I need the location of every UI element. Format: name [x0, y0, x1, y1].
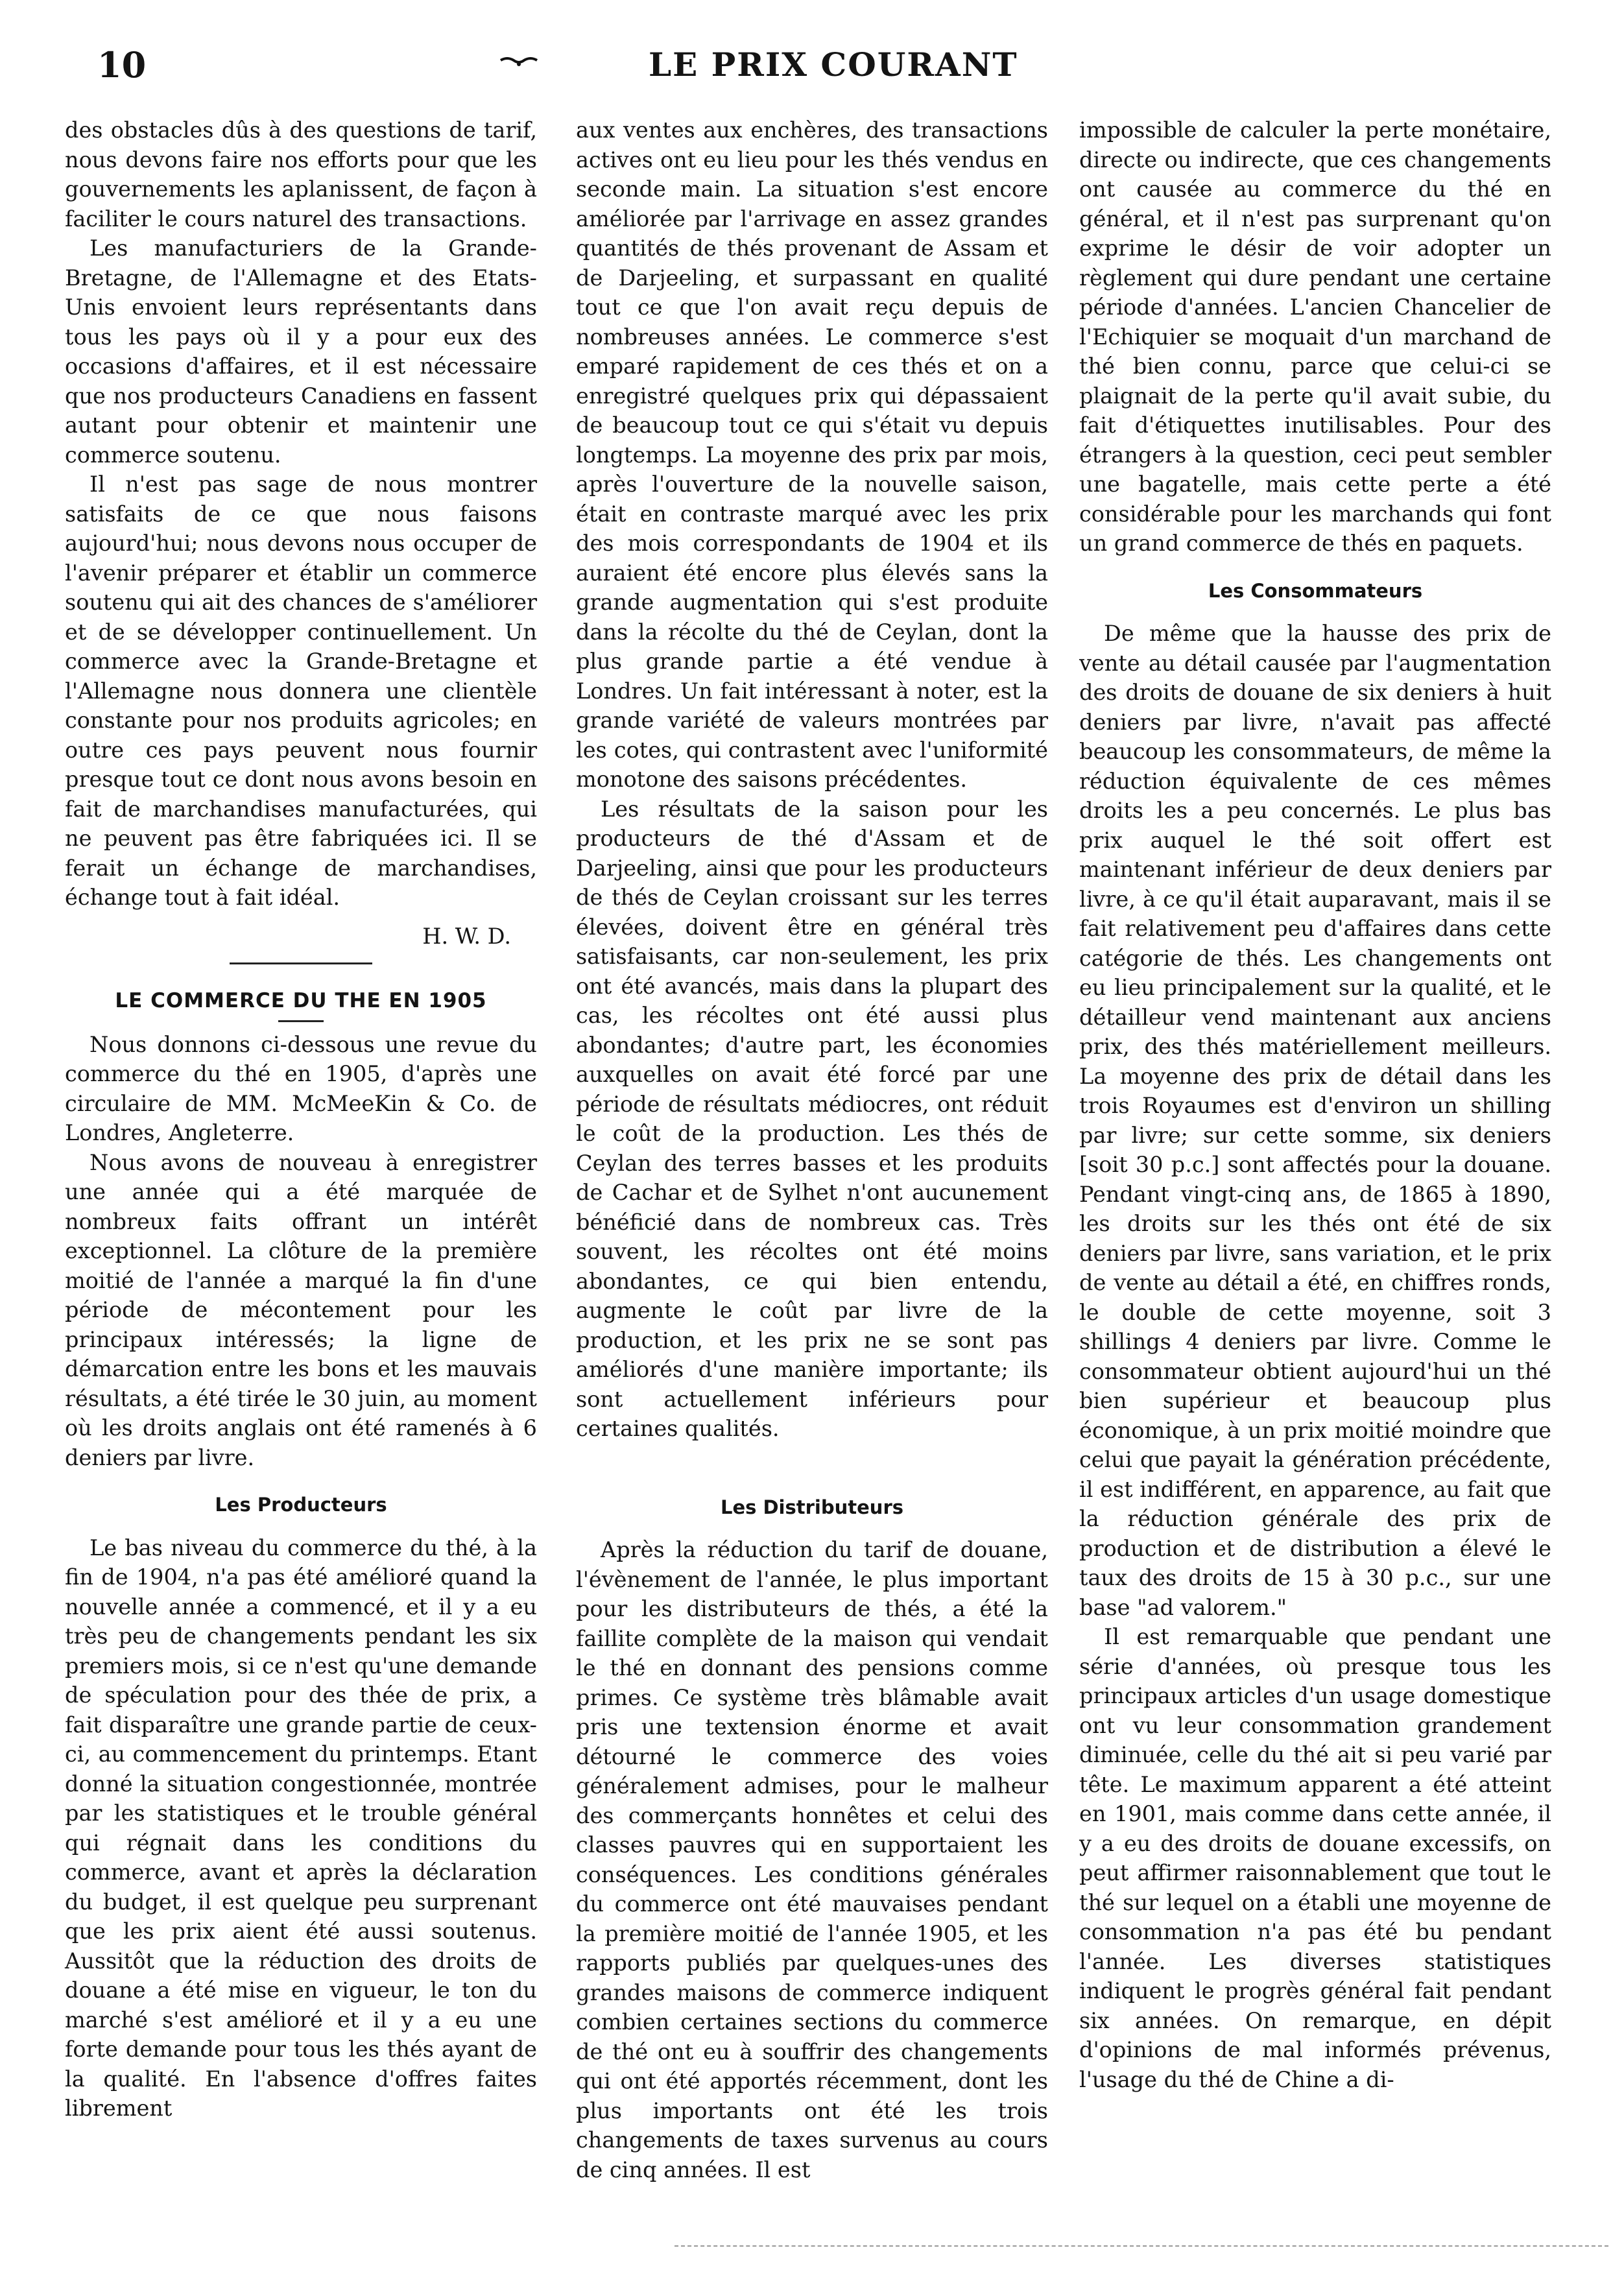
page-header — [0, 0, 1624, 104]
paragraph: aux ventes aux enchères, des transactions actives ont eu lieu pour les thés vendus en seconde main. La situation s'est encore améliorée par l'arrivage en assez grandes quantités de thés provenant de Assam et de Darjeeling, et surpassant en qualité tout ce que l'on avait reçu depuis de nombreuses années. Le commerce s'est emparé rapidement de ces thés et on a enregistré quelques prix qui dépassaient de beaucoup tout ce qui s'était vu depuis longtemps. La moyenne des prix par mois, après l'ouverture de la nouvelle saison, était en contraste marqué avec les prix des mois correspondants de 1904 et ils auraient été encore plus élevés sans la grande augmentation qui s'est produite dans la récolte du thé de Ceylan, dont la plus grande partie a été vendue à Londres. Un fait intéressant à noter, est la grande variété de valeurs montrées par les cotes, qui contrastent avec l'uniformité monotone des saisons précédentes. — [576, 117, 1048, 792]
paragraph: Nous avons de nouveau à enregistrer une année qui a été marquée de nombreux faits offrant un intérêt exceptionnel. La clôture de la première moitié de l'année a marqué la fin d'une période de mécontement pour les principaux intéressés; la ligne de démarcation entre les bons et les mauvais résultats, a été tirée le 30 juin, au moment où les droits anglais ont été ramenés à 6 deniers par livre. — [65, 1149, 537, 1470]
paragraph: Nous donnons ci-dessous une revue du commerce du thé en 1905, d'après une circulaire de MM. McMeeKin & Co. de Londres, Angleterre. — [65, 1031, 537, 1145]
paragraph: des obstacles dûs à des questions de tarif, nous devons faire nos efforts pour que les gouvernements les aplanissent, de façon à faciliter le cours naturel des transactions. — [65, 117, 537, 232]
journal-title: LE PRIX COURANT — [649, 45, 1018, 84]
article-separator — [230, 962, 372, 964]
page-number: 10 — [97, 44, 147, 86]
column-2 — [576, 115, 1048, 2184]
section-title-consommateurs: Les Consommateurs — [1208, 579, 1423, 602]
column-1 — [65, 115, 537, 2123]
paragraph: Après la réduction du tarif de douane, l'évènement de l'année, le plus important pour les distributeurs de thés, a été la faillite complète de la maison qui vendait le thé en donnant des pensions comme primes. Ce système très blâmable avait pris une textension énorme et avait détourné le commerce des voies généralement admises, pour le malheur des commerçants honnêtes et celui des classes pauvres qui en supportaient les conséquences. Les conditions générales du commerce ont été mauvaises pendant la première moitié de l'année 1905, et les rapports publiés par quelques-unes des grandes maisons de commerce indiquent combien certaines sections du commerce de thé ont eu à souffrir des changements qui ont été apportés récemment, dont les plus importants ont été les trois changements de taxes survenus au cours de cinq années. Il est — [576, 1537, 1048, 2182]
section-title-producteurs: Les Producteurs — [215, 1494, 387, 1516]
column-3 — [1079, 115, 1551, 2094]
paragraph: Les manufacturiers de la Grande-Bretagne, de l'Allemagne et des Etats-Unis envoient leurs représentants dans tous les pays où il y a pour eux des occasions d'affaires, et il est nécessaire que nos producteurs Canadiens en fassent autant pour obtenir et maintenir une commerce soutenu. — [65, 235, 537, 468]
footer-rule — [675, 2245, 1608, 2248]
paragraph: De même que la hausse des prix de vente au détail causée par l'augmentation des droits de douane de six deniers à huit deniers par livre, n'avait pas affecté beaucoup les consommateurs, de même la réduction équivalente de ces mêmes droits les a peu concernés. Le plus bas prix auquel le thé soit offert est maintenant inférieur de deux deniers par livre, à ce qu'il était auparavant, mais il se fait relativement peu d'affaires dans cette catégorie de thés. Les changements ont eu lieu principalement sur la qualité, et le détailleur vend maintenant aux anciens prix, des thés matériellement meilleurs. La moyenne des prix de détail dans les trois Royaumes est d'environ un shilling par livre; sur cette somme, six deniers [soit 30 p.c.] sont affectés pour la douane. Pendant vingt-cinq ans, de 1865 à 1890, les droits sur les thés ont été de six deniers par livre, sans variation, et le prix de vente au détail a été, en chiffres ronds, le double de cette moyenne, soit 3 shillings 4 deniers par livre. Comme le consommateur obtient aujourd'hui un thé bien supérieur et beaucoup plus économique, à un prix moitié moindre que celui que payait la génération précédente, il est indifférent, en apparence, au fait que la réduction générale des prix de production et de distribution a élevé le taux des droits de 15 à 30 p.c., sur une base "ad valorem." — [1079, 621, 1551, 1620]
paragraph: Il n'est pas sage de nous montrer satisfaits de ce que nous faisons aujourd'hui; nous devons nous occuper de l'avenir préparer et établir un commerce soutenu qui ait des chances de s'améliorer et de se développer continuellement. Un commerce avec la Grande-Bretagne et l'Allemagne nous donnera une clientèle constante pour nos produits agricoles; en outre ces pays peuvent nous fournir presque tout ce dont nous avons besoin en fait de marchandises manufacturées, qui ne peuvent pas être fabriquées ici. Il se ferait un échange de marchandises, échange tout à fait idéal. — [65, 472, 537, 910]
article-title: LE COMMERCE DU THE EN 1905 — [115, 989, 487, 1012]
paragraph: Le bas niveau du commerce du thé, à la fin de 1904, n'a pas été amélioré quand la nouvelle année a commencé, et il y a eu très peu de changements pendant les six premiers mois, si ce n'est qu'une demande de spéculation pour des thée de prix, a fait disparaître une grande partie de ceux-ci, au commencement du printemps. Etant donné la situation congestionnée, montrée par les statistiques et le trouble général qui régnait dans les conditions du commerce, avant et après la déclaration du budget, il est quelque peu surprenant que les prix aient été aussi soutenus. Aussitôt que la réduction des droits de douane a été mise en vigueur, le ton du marché s'est amélioré et il y a eu une forte demande pour tous les thés ayant de la qualité. En l'absence d'offres faites librement — [65, 1535, 537, 2121]
title-rule — [278, 1020, 324, 1022]
ornament-icon — [499, 53, 538, 66]
ornament-flourish-icon — [499, 55, 538, 68]
paragraph: Les résultats de la saison pour les producteurs de thé d'Assam et de Darjeeling, ainsi que pour les producteurs de thés de Ceylan croissant sur les terres élevées, doivent être en général très satisfaisants, car non-seulement, les prix ont été avancés, mais dans la plupart des cas, les récoltes ont été aussi plus abondantes; d'autre part, les économies auxquelles on avait été forcé par une période de résultats médiocres, ont réduit le coût de la production. Les thés de Ceylan des terres basses et les produits de Cachar et de Sylhet n'ont aucunement bénéficié dans de nombreux cas. Très souvent, les récoltes ont été moins abondantes, ce qui bien entendu, augmente le coût par livre de la production, et les prix ne se sont pas améliorés d'une manière importante; ils sont actuellement inférieurs pour certaines qualités. — [576, 796, 1048, 1441]
section-title-distributeurs: Les Distributeurs — [720, 1496, 904, 1518]
paragraph: impossible de calculer la perte monétaire, directe ou indirecte, que ces changements ont causée au commerce du thé en général, et il n'est pas surprenant qu'on exprime le désir de voir adopter un règlement qui dure pendant une certaine période d'années. L'ancien Chancelier de l'Echiquier se moquait d'un marchand de thé bien connu, parce que celui-ci se plaignait de la perte qu'il avait subie, du fait d'étiquettes inutilisables. Pour des étrangers à la question, ceci peut sembler une bagatelle, mais cette perte a été considérable pour les marchands qui font un grand commerce de thés en paquets. — [1079, 117, 1551, 556]
author-signature: H. W. D. — [422, 923, 511, 949]
paragraph: Il est remarquable que pendant une série d'années, où presque tous les principaux articles d'un usage domestique ont vu leur consommation grandement diminuée, celle du thé ait si peu varié par tête. Le maximum apparent a été atteint en 1901, mais comme dans cette année, il y a eu des droits de douane excessifs, on peut affirmer raisonnablement que tout le thé sur lequel on a établi une moyenne de consommation n'a pas été bu pendant l'année. Les diverses statistiques indiquent le progrès général fait pendant six années. On remarque, en dépit d'opinions de mal informés prévenus, l'usage du thé de Chine a di- — [1079, 1624, 1551, 2092]
